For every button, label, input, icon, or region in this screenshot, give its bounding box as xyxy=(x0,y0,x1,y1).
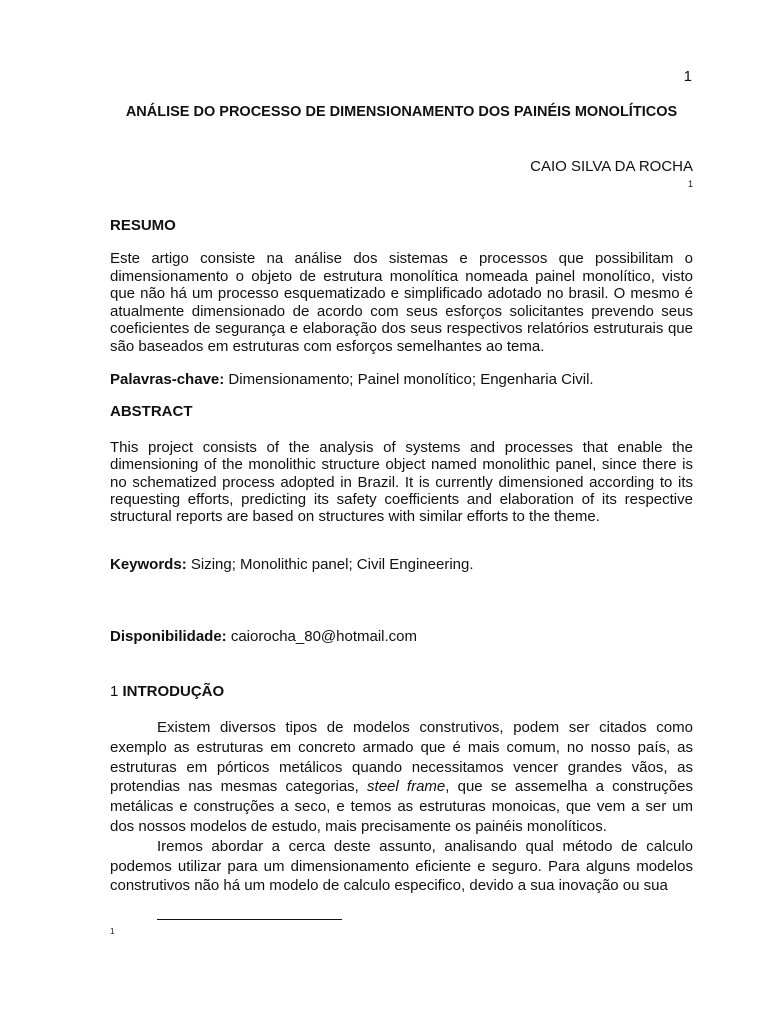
page-number: 1 xyxy=(683,68,692,85)
disponibilidade-line xyxy=(110,628,417,645)
document-title: ANÁLISE DO PROCESSO DE DIMENSIONAMENTO DOS PAINÉIS MONOLÍTICOS xyxy=(125,104,678,120)
section-title: INTRODUÇÃO xyxy=(122,683,225,700)
abstract-text: This project consists of the analysis of systems and processes that enable the dimensioning of the monolithic structure object named monolithic panel, since there is no schematized process adopted in Brazil. It is currently dimensioned according to its requesting efforts, predicting its safety coefficients and elaboration of its respective structural reports are based on structures with similar efforts to the theme. xyxy=(110,439,693,526)
resumo-text: Este artigo consiste na análise dos sistemas e processos que possibilitam o dimensionamento o objeto de estrutura monolítica nomeada painel monolítico, visto que não há um processo esquematizado e simplificado adotado no brasil. O mesmo é atualmente dimensionado de acordo com seus esforços solicitantes prevendo seus coeficientes de segurança e elaboração dos seus respectivos relatórios estruturais que são baseados em estruturas com esforços semelhantes ao tema. xyxy=(110,250,693,355)
introducao-body xyxy=(110,718,693,896)
introducao-paragraph-1: Existem diversos tipos de modelos construtivos, podem ser citados como exemplo as estruturas em concreto armado que é mais comum, no nosso país, as estruturas em pórticos metálicos quando necessitamos vencer grandes vãos, as protendias nas mesmas categorias, steel frame, que se assemelha a construções metálicas e construções a seco, e temos as estruturas monoicas, que vem a ser um dos nossos modelos de estudo, mais precisamente os painéis monolíticos. xyxy=(110,719,693,835)
palavras-chave-label: Palavras-chave: xyxy=(110,371,225,388)
palavras-chave-line xyxy=(110,371,594,388)
keywords-value: Sizing; Monolithic panel; Civil Engineering. xyxy=(186,556,474,573)
introducao-heading xyxy=(110,683,224,700)
palavras-chave-value: Dimensionamento; Painel monolítico; Engenharia Civil. xyxy=(224,371,594,388)
contact-email: caiorocha_80@hotmail.com xyxy=(226,628,417,645)
footnote-separator xyxy=(157,919,342,920)
keywords-label: Keywords: xyxy=(110,556,187,573)
abstract-heading: ABSTRACT xyxy=(110,403,193,420)
keywords-line xyxy=(110,556,474,573)
disponibilidade-label: Disponibilidade: xyxy=(110,628,227,645)
author-name: CAIO SILVA DA ROCHA xyxy=(530,158,693,175)
section-number: 1 xyxy=(110,683,123,700)
resumo-heading: RESUMO xyxy=(110,217,176,234)
footnote-marker: 1 xyxy=(110,927,115,936)
author-footnote-marker: 1 xyxy=(687,179,693,189)
italic-term: steel frame xyxy=(367,778,446,796)
introducao-paragraph-2: Iremos abordar a cerca deste assunto, analisando qual método de calculo podemos utilizar para um dimensionamento eficiente e seguro. Para alguns modelos construtivos não há um modelo de calculo especifico, devido a sua inovação ou sua xyxy=(110,837,693,895)
